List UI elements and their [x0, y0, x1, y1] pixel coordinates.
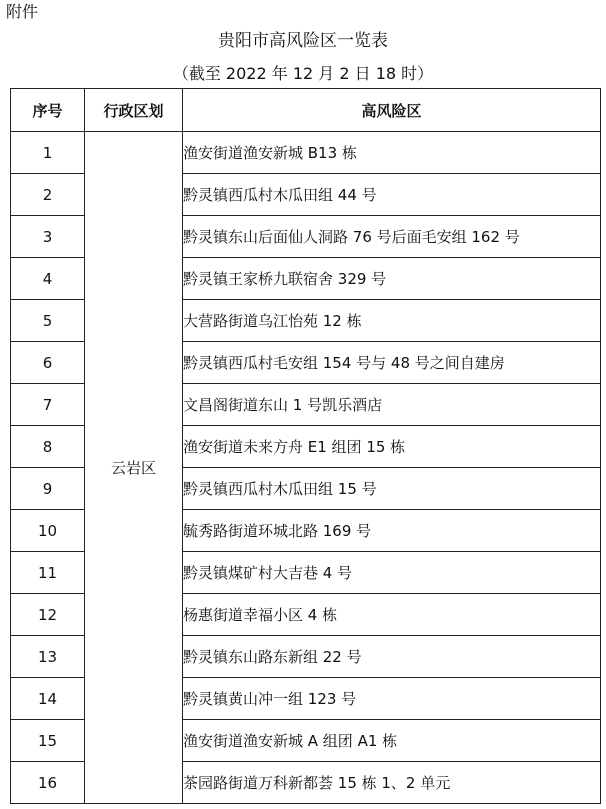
high-risk-area-cell: 大营路街道乌江怡苑 12 栋: [183, 300, 601, 342]
row-number-cell: 10: [11, 510, 85, 552]
high-risk-area-cell: 毓秀路街道环城北路 169 号: [183, 510, 601, 552]
row-number-cell: 3: [11, 216, 85, 258]
table-row: [11, 132, 601, 174]
row-number-cell: 6: [11, 342, 85, 384]
high-risk-area-cell: 渔安街道渔安新城 B13 栋: [183, 132, 601, 174]
row-number-cell: 4: [11, 258, 85, 300]
attachment-label: 附件: [6, 2, 39, 21]
high-risk-area-table: [10, 88, 601, 804]
district-cell: 云岩区: [85, 132, 183, 804]
row-number-cell: 1: [11, 132, 85, 174]
column-header-district: 行政区划: [85, 89, 183, 132]
table-body: [11, 132, 601, 804]
high-risk-area-cell: 渔安街道渔安新城 A 组团 A1 栋: [183, 720, 601, 762]
row-number-cell: 2: [11, 174, 85, 216]
high-risk-area-cell: 黔灵镇黄山冲一组 123 号: [183, 678, 601, 720]
high-risk-area-cell: 文昌阁街道东山 1 号凯乐酒店: [183, 384, 601, 426]
high-risk-area-cell: 黔灵镇西瓜村木瓜田组 44 号: [183, 174, 601, 216]
column-header-number: 序号: [11, 89, 85, 132]
row-number-cell: 16: [11, 762, 85, 804]
row-number-cell: 9: [11, 468, 85, 510]
high-risk-area-cell: 黔灵镇东山路东新组 22 号: [183, 636, 601, 678]
document-subtitle: （截至 2022 年 12 月 2 日 18 时）: [172, 64, 434, 83]
document-title: 贵阳市高风险区一览表: [218, 31, 388, 51]
high-risk-area-cell: 黔灵镇东山后面仙人洞路 76 号后面毛安组 162 号: [183, 216, 601, 258]
high-risk-area-cell: 茶园路街道万科新都荟 15 栋 1、2 单元: [183, 762, 601, 804]
table-header-row: [11, 89, 601, 132]
high-risk-area-cell: 黔灵镇西瓜村毛安组 154 号与 48 号之间自建房: [183, 342, 601, 384]
row-number-cell: 7: [11, 384, 85, 426]
high-risk-area-cell: 黔灵镇煤矿村大吉巷 4 号: [183, 552, 601, 594]
high-risk-area-cell: 黔灵镇王家桥九联宿舍 329 号: [183, 258, 601, 300]
high-risk-area-cell: 杨惠街道幸福小区 4 栋: [183, 594, 601, 636]
column-header-high-risk-area: 高风险区: [183, 89, 601, 132]
high-risk-area-cell: 黔灵镇西瓜村木瓜田组 15 号: [183, 468, 601, 510]
row-number-cell: 14: [11, 678, 85, 720]
row-number-cell: 13: [11, 636, 85, 678]
row-number-cell: 11: [11, 552, 85, 594]
row-number-cell: 15: [11, 720, 85, 762]
row-number-cell: 12: [11, 594, 85, 636]
row-number-cell: 5: [11, 300, 85, 342]
row-number-cell: 8: [11, 426, 85, 468]
high-risk-area-cell: 渔安街道未来方舟 E1 组团 15 栋: [183, 426, 601, 468]
